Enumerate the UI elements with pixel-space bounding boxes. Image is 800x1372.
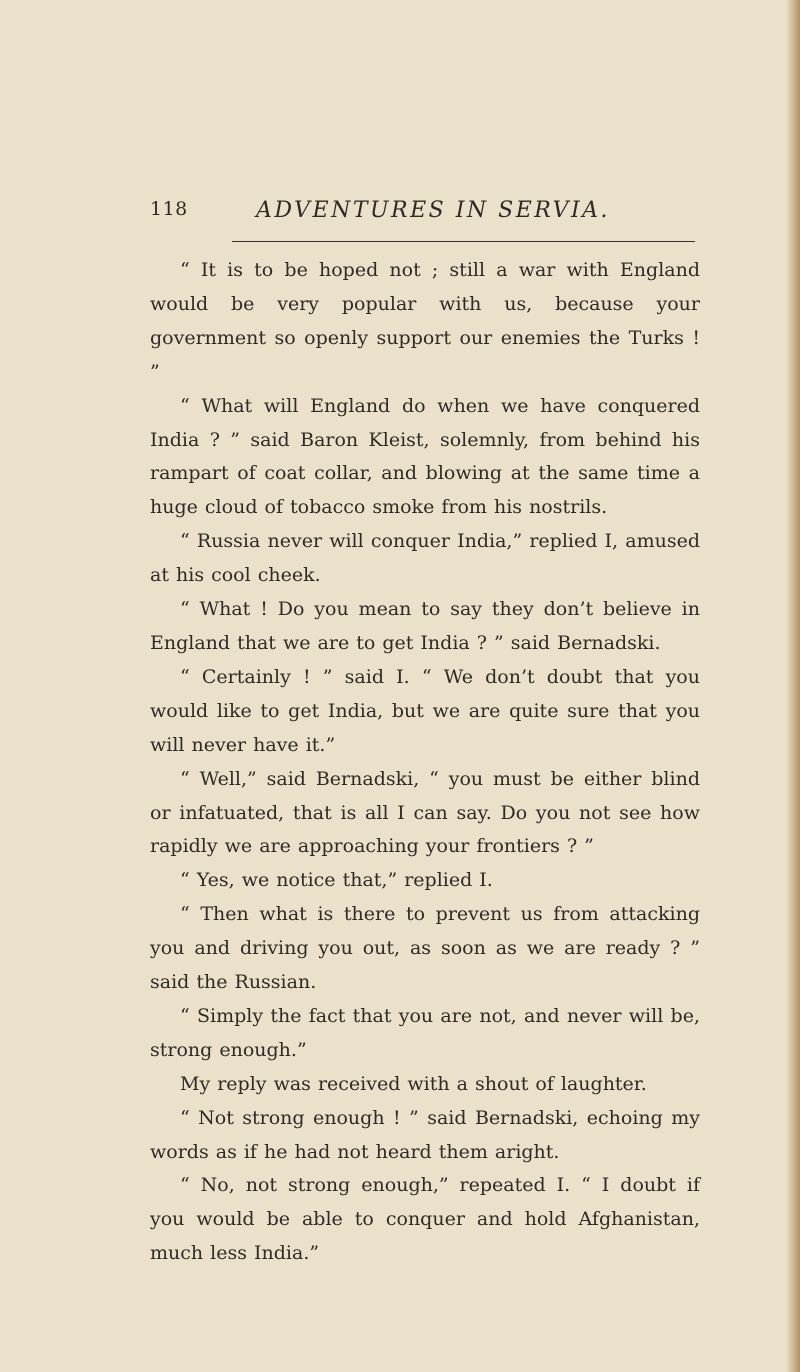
paragraph: “ It is to be hoped not ; still a war with England would be very popular with us, because your government so openly support our enemies the Turks ! ” (150, 259, 700, 383)
paragraph: “ Not strong enough ! ” said Bernadski, echoing my words as if he had not heard them aright. (150, 1106, 700, 1163)
paragraph: “ Certainly ! ” said I. “ We don’t doubt that you would like to get India, but we are quite sure that you will never have it.” (150, 665, 700, 756)
paragraph: “ Well,” said Bernadski, “ you must be either blind or infatuated, that is all I can say. Do you not see how rapidly we are approaching your frontiers ? ” (150, 767, 700, 858)
paragraph: My reply was received with a shout of laughter. (180, 1072, 647, 1095)
paragraph: “ No, not strong enough,” repeated I. “ I doubt if you would be able to conquer and hold Afghanistan, much less India.” (150, 1174, 700, 1265)
paragraph: “ Yes, we notice that,” replied I. (180, 869, 493, 892)
header-rule (232, 241, 695, 242)
paragraph: “ What ! Do you mean to say they don’t believe in England that we are to get India ? ” said Bernadski. (150, 598, 700, 654)
page-number: 118 (150, 198, 188, 220)
page-edge-shadow (786, 0, 800, 1372)
page-header (150, 198, 695, 228)
body-text (150, 254, 700, 1271)
running-head: ADVENTURES IN SERVIA. (256, 198, 611, 223)
paragraph: “ Then what is there to prevent us from attacking you and driving you out, as soon as we are ready ? ” said the Russian. (150, 903, 700, 994)
paragraph: “ What will England do when we have conquered India ? ” said Baron Kleist, solemnly, from behind his rampart of coat collar, and blowing at the same time a huge cloud of tobacco smoke from his nostrils. (150, 394, 700, 519)
paragraph: “ Simply the fact that you are not, and never will be, strong enough.” (150, 1004, 700, 1061)
paragraph: “ Russia never will conquer India,” replied I, amused at his cool cheek. (150, 530, 700, 587)
